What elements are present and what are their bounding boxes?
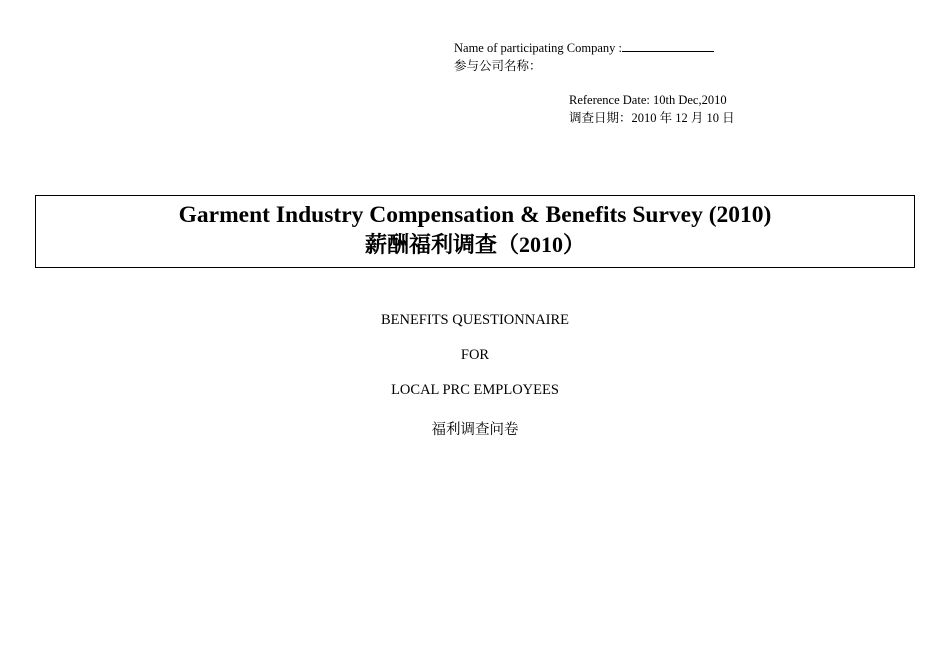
company-label-cn: 参与公司名称： — [454, 59, 542, 73]
local-prc-employees-line: LOCAL PRC EMPLOYEES — [391, 382, 559, 398]
questionnaire-title-cn: 福利调查问卷 — [431, 422, 519, 438]
reference-date-cn: 调查日期：2010 年 12 月 10 日 — [569, 111, 735, 125]
company-info — [454, 38, 714, 75]
benefits-questionnaire-heading: BENEFITS QUESTIONNAIRE — [380, 312, 570, 328]
reference-date-en: Reference Date: 10th Dec,2010 — [569, 93, 727, 107]
company-name-row — [454, 38, 714, 57]
survey-title-cn: 薪酬福利调查（2010） — [364, 232, 585, 257]
reference-date — [569, 91, 735, 127]
company-name-blank[interactable] — [622, 38, 714, 52]
company-label-en: Name of participating Company : — [454, 41, 623, 55]
title-box — [35, 195, 915, 268]
for-line: FOR — [460, 347, 490, 363]
survey-title-en: Garment Industry Compensation & Benefits Survey (2010) — [178, 202, 772, 228]
